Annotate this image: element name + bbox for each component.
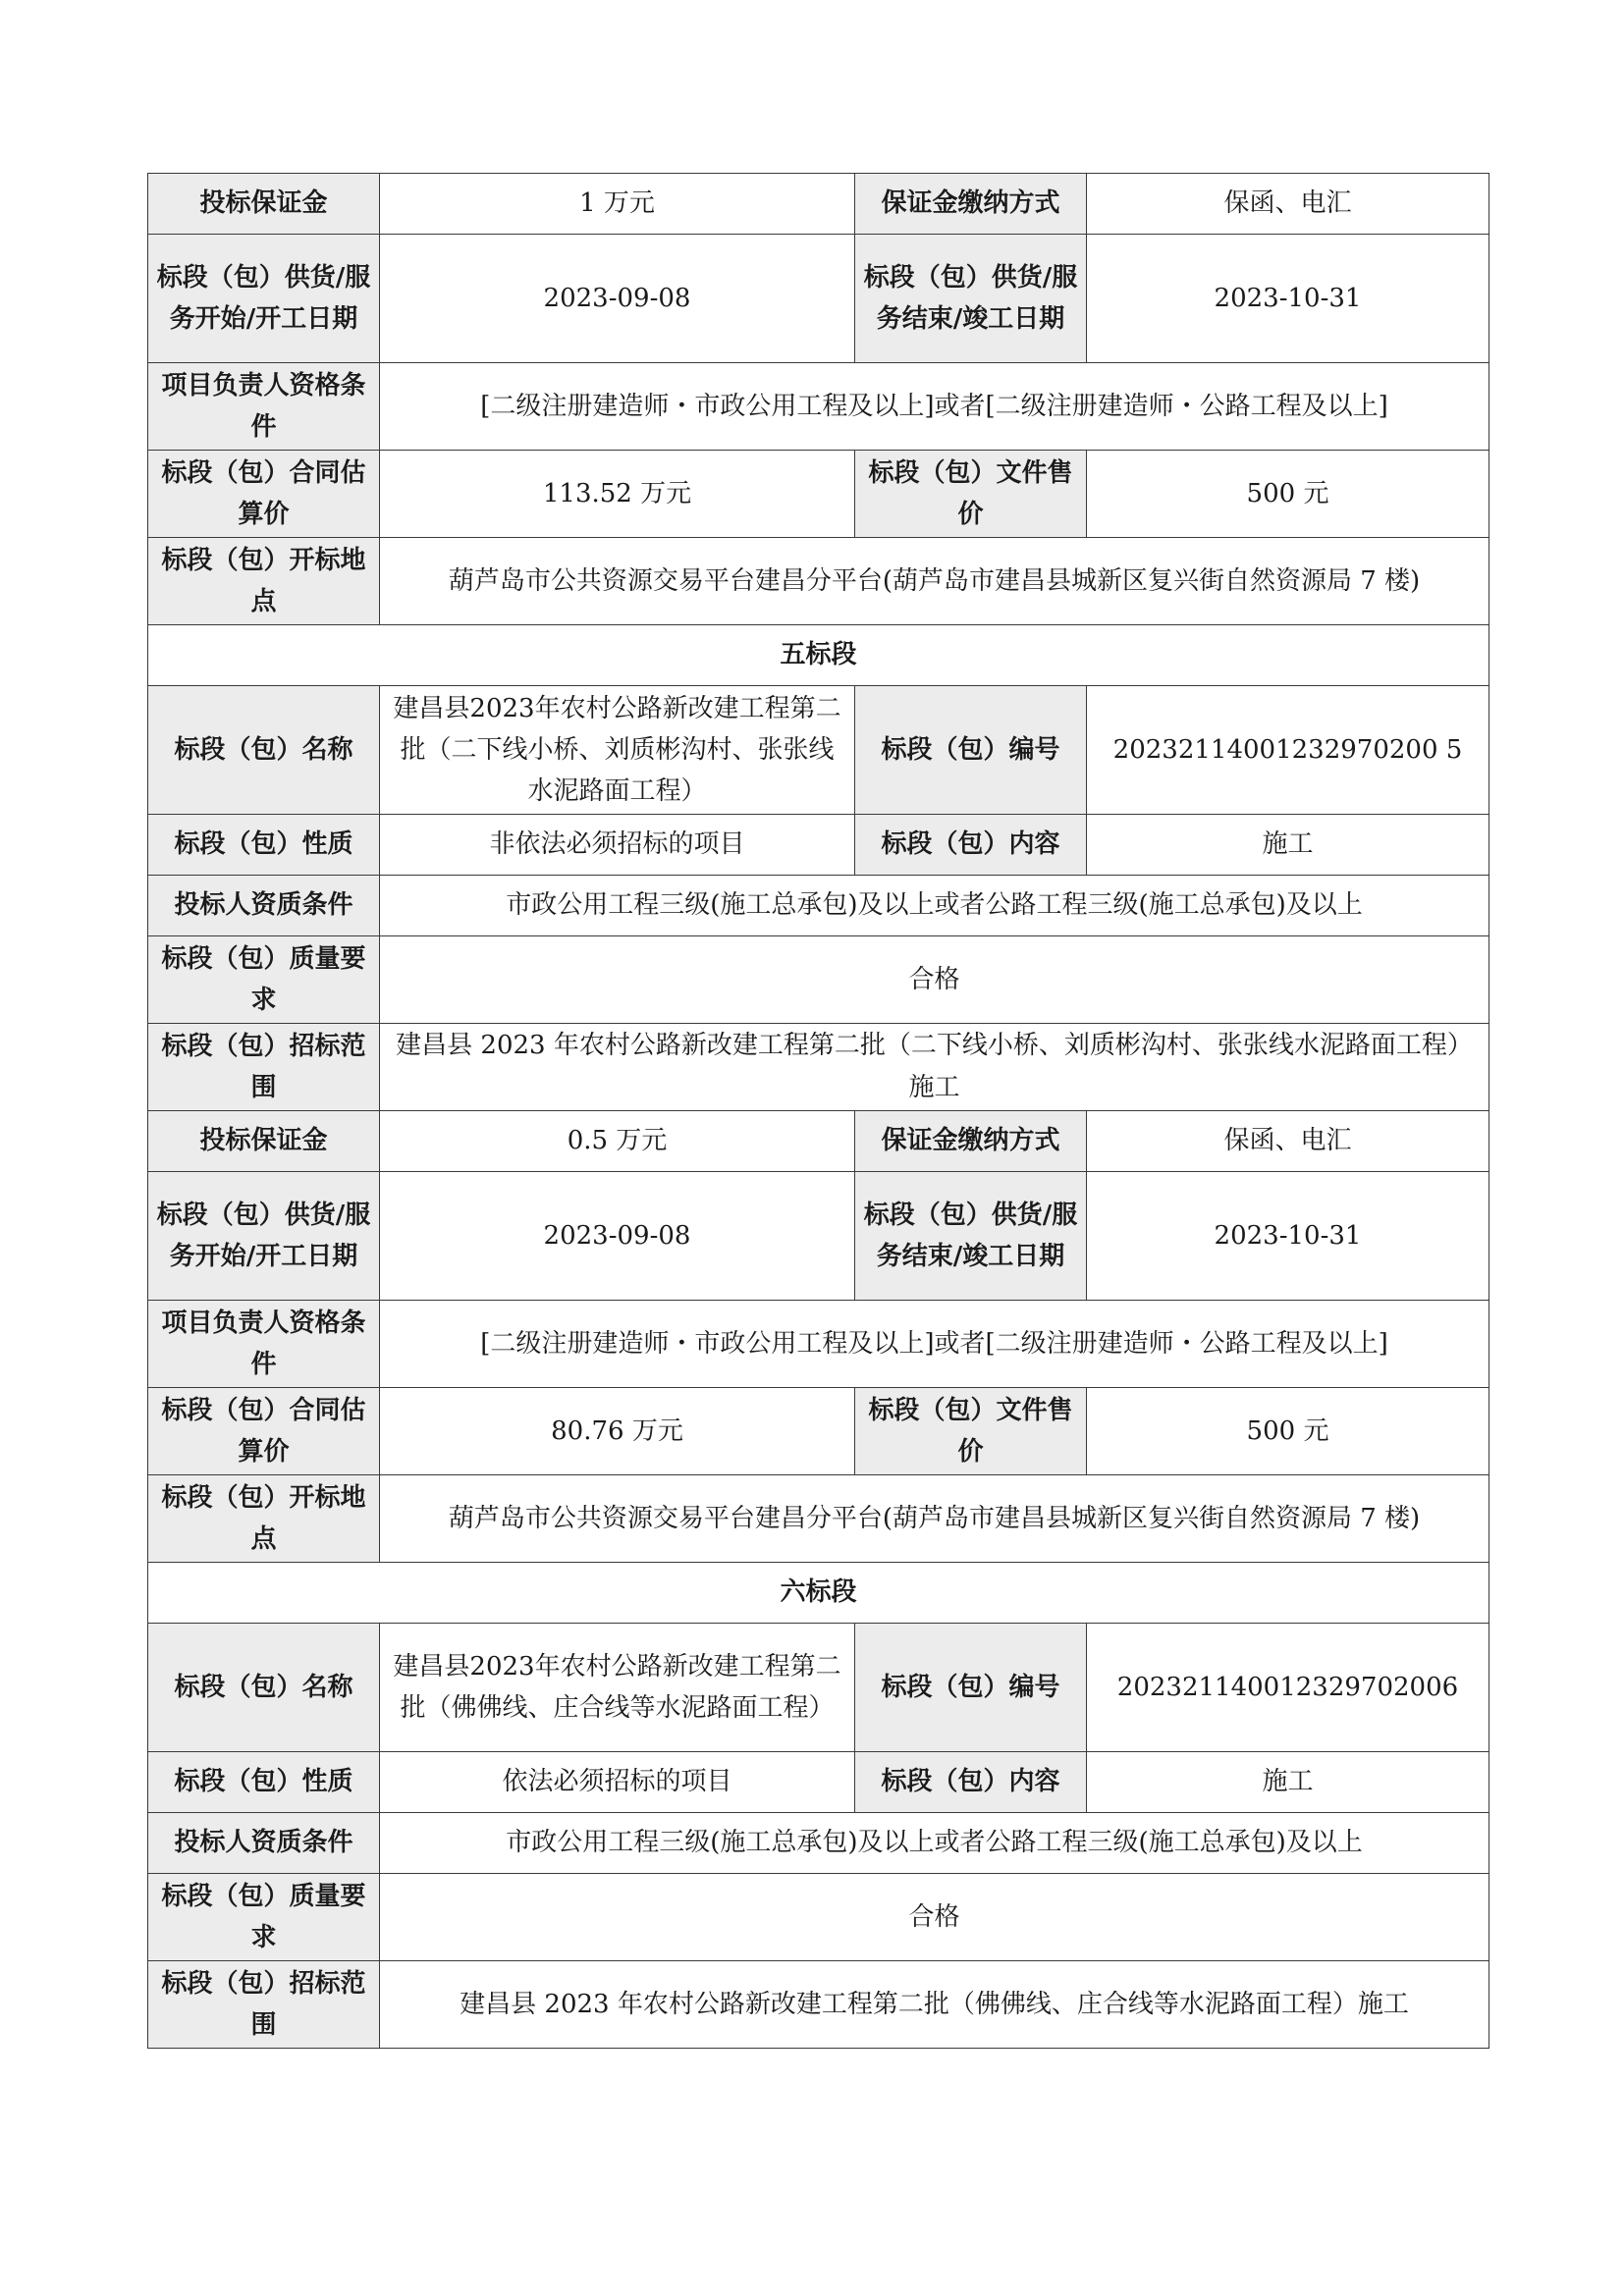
code-label: 标段（包）编号 — [855, 1624, 1087, 1752]
tender-info-table — [147, 173, 1489, 2049]
nature-label: 标段（包）性质 — [148, 815, 380, 876]
quality-value: 合格 — [380, 936, 1489, 1024]
content-value: 施工 — [1087, 815, 1489, 876]
nature-value: 依法必须招标的项目 — [380, 1752, 855, 1813]
file-price-label: 标段（包）文件售价 — [855, 1388, 1087, 1475]
manager-qual-value: [二级注册建造师・市政公用工程及以上]或者[二级注册建造师・公路工程及以上] — [380, 1301, 1489, 1388]
bid-bond-value: 1 万元 — [380, 174, 855, 235]
content-value: 施工 — [1087, 1752, 1489, 1813]
s5-manager-row — [148, 1301, 1489, 1388]
s4-price-row — [148, 451, 1489, 538]
content-label: 标段（包）内容 — [855, 815, 1087, 876]
s5-price-row — [148, 1388, 1489, 1475]
file-price-value: 500 元 — [1087, 451, 1489, 538]
s4-dates-row — [148, 235, 1489, 363]
s5-name-row — [148, 686, 1489, 815]
s5-nature-row — [148, 815, 1489, 876]
name-value: 建昌县2023年农村公路新改建工程第二批（二下线小桥、刘质彬沟村、张张线水泥路面工程） — [380, 686, 855, 815]
bond-method-value: 保函、电汇 — [1087, 1111, 1489, 1172]
section-title: 五标段 — [148, 625, 1489, 686]
s4-opening-row — [148, 538, 1489, 625]
quality-label: 标段（包）质量要求 — [148, 936, 380, 1024]
nature-value: 非依法必须招标的项目 — [380, 815, 855, 876]
s5-quality-row — [148, 936, 1489, 1024]
contract-est-value: 80.76 万元 — [380, 1388, 855, 1475]
start-date-label: 标段（包）供货/服务开始/开工日期 — [148, 235, 380, 363]
scope-label: 标段（包）招标范围 — [148, 1024, 380, 1111]
s6-bidder-row — [148, 1813, 1489, 1874]
s5-header-row — [148, 625, 1489, 686]
end-date-value: 2023-10-31 — [1087, 235, 1489, 363]
start-date-label: 标段（包）供货/服务开始/开工日期 — [148, 1172, 380, 1301]
name-label: 标段（包）名称 — [148, 686, 380, 815]
s6-name-row — [148, 1624, 1489, 1752]
start-date-value: 2023-09-08 — [380, 1172, 855, 1301]
scope-value: 建昌县 2023 年农村公路新改建工程第二批（二下线小桥、刘质彬沟村、张张线水泥路面工程）施工 — [380, 1024, 1489, 1111]
opening-place-label: 标段（包）开标地点 — [148, 538, 380, 625]
contract-est-value: 113.52 万元 — [380, 451, 855, 538]
s6-header-row — [148, 1563, 1489, 1624]
end-date-label: 标段（包）供货/服务结束/竣工日期 — [855, 1172, 1087, 1301]
code-value: 20232114001232970200 5 — [1087, 686, 1489, 815]
scope-value: 建昌县 2023 年农村公路新改建工程第二批（佛佛线、庄合线等水泥路面工程）施工 — [380, 1961, 1489, 2049]
s5-bidder-row — [148, 876, 1489, 936]
s6-quality-row — [148, 1874, 1489, 1961]
bid-bond-value: 0.5 万元 — [380, 1111, 855, 1172]
bid-bond-label: 投标保证金 — [148, 174, 380, 235]
contract-est-label: 标段（包）合同估算价 — [148, 451, 380, 538]
bond-method-label: 保证金缴纳方式 — [855, 174, 1087, 235]
manager-qual-value: [二级注册建造师・市政公用工程及以上]或者[二级注册建造师・公路工程及以上] — [380, 363, 1489, 451]
bid-bond-label: 投标保证金 — [148, 1111, 380, 1172]
quality-value: 合格 — [380, 1874, 1489, 1961]
manager-qual-label: 项目负责人资格条件 — [148, 1301, 380, 1388]
s4-bond-row — [148, 174, 1489, 235]
quality-label: 标段（包）质量要求 — [148, 1874, 380, 1961]
section-title: 六标段 — [148, 1563, 1489, 1624]
s6-nature-row — [148, 1752, 1489, 1813]
bidder-qual-label: 投标人资质条件 — [148, 1813, 380, 1874]
code-value: 202321140012329702006 — [1087, 1624, 1489, 1752]
name-value: 建昌县2023年农村公路新改建工程第二批（佛佛线、庄合线等水泥路面工程） — [380, 1624, 855, 1752]
file-price-label: 标段（包）文件售价 — [855, 451, 1087, 538]
s5-scope-row — [148, 1024, 1489, 1111]
scope-label: 标段（包）招标范围 — [148, 1961, 380, 2049]
opening-place-value: 葫芦岛市公共资源交易平台建昌分平台(葫芦岛市建昌县城新区复兴街自然资源局 7 楼) — [380, 538, 1489, 625]
s4-manager-row — [148, 363, 1489, 451]
bidder-qual-value: 市政公用工程三级(施工总承包)及以上或者公路工程三级(施工总承包)及以上 — [380, 876, 1489, 936]
contract-est-label: 标段（包）合同估算价 — [148, 1388, 380, 1475]
bidder-qual-label: 投标人资质条件 — [148, 876, 380, 936]
start-date-value: 2023-09-08 — [380, 235, 855, 363]
nature-label: 标段（包）性质 — [148, 1752, 380, 1813]
s5-opening-row — [148, 1475, 1489, 1563]
s6-scope-row — [148, 1961, 1489, 2049]
s5-bond-row — [148, 1111, 1489, 1172]
bond-method-value: 保函、电汇 — [1087, 174, 1489, 235]
manager-qual-label: 项目负责人资格条件 — [148, 363, 380, 451]
end-date-label: 标段（包）供货/服务结束/竣工日期 — [855, 235, 1087, 363]
code-label: 标段（包）编号 — [855, 686, 1087, 815]
end-date-value: 2023-10-31 — [1087, 1172, 1489, 1301]
file-price-value: 500 元 — [1087, 1388, 1489, 1475]
bond-method-label: 保证金缴纳方式 — [855, 1111, 1087, 1172]
name-label: 标段（包）名称 — [148, 1624, 380, 1752]
opening-place-value: 葫芦岛市公共资源交易平台建昌分平台(葫芦岛市建昌县城新区复兴街自然资源局 7 楼) — [380, 1475, 1489, 1563]
s5-dates-row — [148, 1172, 1489, 1301]
content-label: 标段（包）内容 — [855, 1752, 1087, 1813]
opening-place-label: 标段（包）开标地点 — [148, 1475, 380, 1563]
bidder-qual-value: 市政公用工程三级(施工总承包)及以上或者公路工程三级(施工总承包)及以上 — [380, 1813, 1489, 1874]
